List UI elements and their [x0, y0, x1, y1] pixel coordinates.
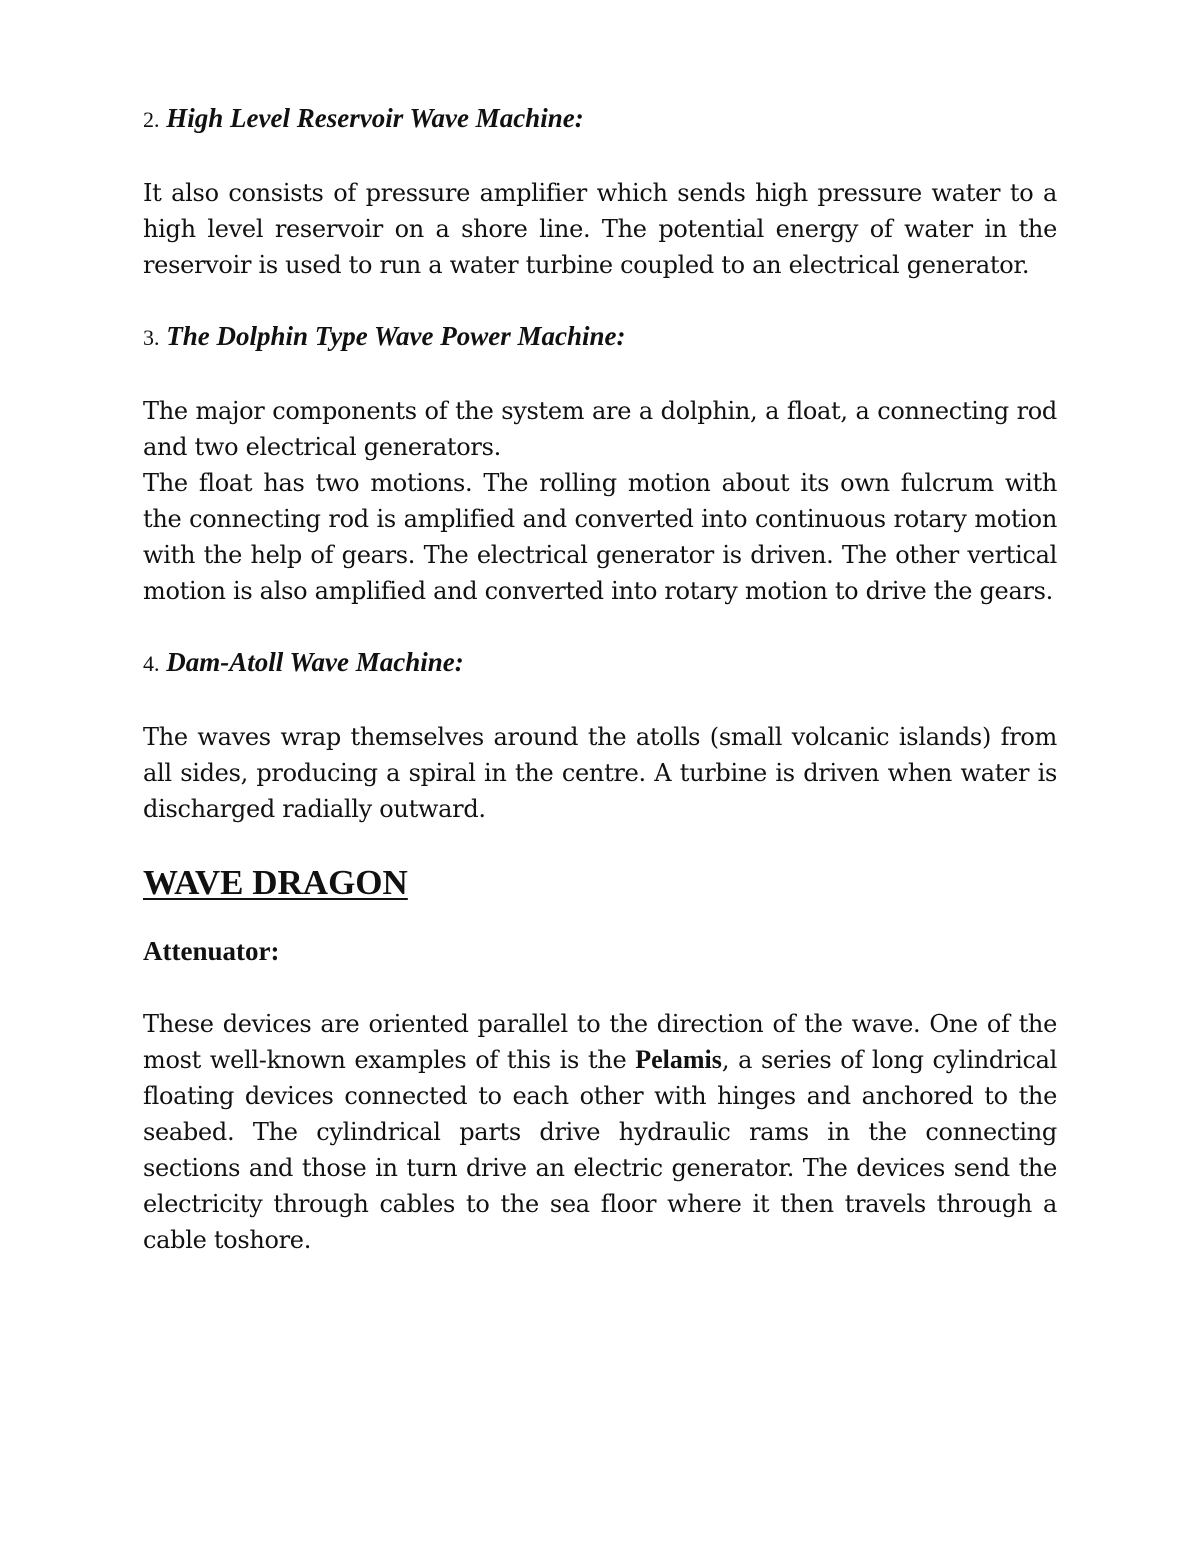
section-paragraph: The major components of the system are a dolphin, a float, a connecting rod and two electrical generators.	[143, 397, 1057, 461]
section-heading-high-level-reservoir	[143, 100, 1057, 138]
section-number: 2.	[143, 107, 160, 132]
section-title: Dam-Atoll Wave Machine:	[166, 647, 464, 677]
section-number: 4.	[143, 651, 160, 676]
attenuator-text-before: These devices are oriented parallel to the direction of the wave. One of the most well-known examples of this is the	[143, 1010, 1057, 1074]
attenuator-paragraph	[143, 1006, 1057, 1258]
wave-dragon-heading: WAVE DRAGON	[143, 863, 408, 902]
section-title: High Level Reservoir Wave Machine:	[166, 103, 584, 133]
pelamis-term: Pelamis	[635, 1045, 722, 1074]
section-heading-dam-atoll	[143, 644, 1057, 682]
section-paragraph: It also consists of pressure amplifier which sends high pressure water to a high level reservoir on a shore line. The potential energy of water in the reservoir is used to run a water turbine coupled to an electrical generator.	[143, 179, 1057, 279]
document-page	[143, 100, 1057, 1258]
attenuator-colon: :	[270, 936, 280, 966]
section-heading-dolphin-type	[143, 318, 1057, 356]
section-title: The Dolphin Type Wave Power Machine:	[166, 321, 626, 351]
section-paragraph: The float has two motions. The rolling motion about its own fulcrum with the connecting rod is amplified and converted into continuous rotary motion with the help of gears. The electrical generator is driven. The other vertical motion is also amplified and converted into rotary motion to drive the gears.	[143, 469, 1057, 605]
section-number: 3.	[143, 325, 160, 350]
section-paragraph: The waves wrap themselves around the atolls (small volcanic islands) from all sides, producing a spiral in the centre. A turbine is driven when water is discharged radially outward.	[143, 723, 1057, 823]
attenuator-heading	[143, 933, 1057, 969]
attenuator-label: Attenuator	[143, 936, 271, 966]
attenuator-text-after: , a series of long cylindrical floating devices connected to each other with hinges and anchored to the seabed. The cylindrical parts drive hydraulic rams in the connecting sections and those in turn drive an electric generator. The devices send the electricity through cables to the sea floor where it then travels through a cable toshore.	[143, 1046, 1057, 1254]
